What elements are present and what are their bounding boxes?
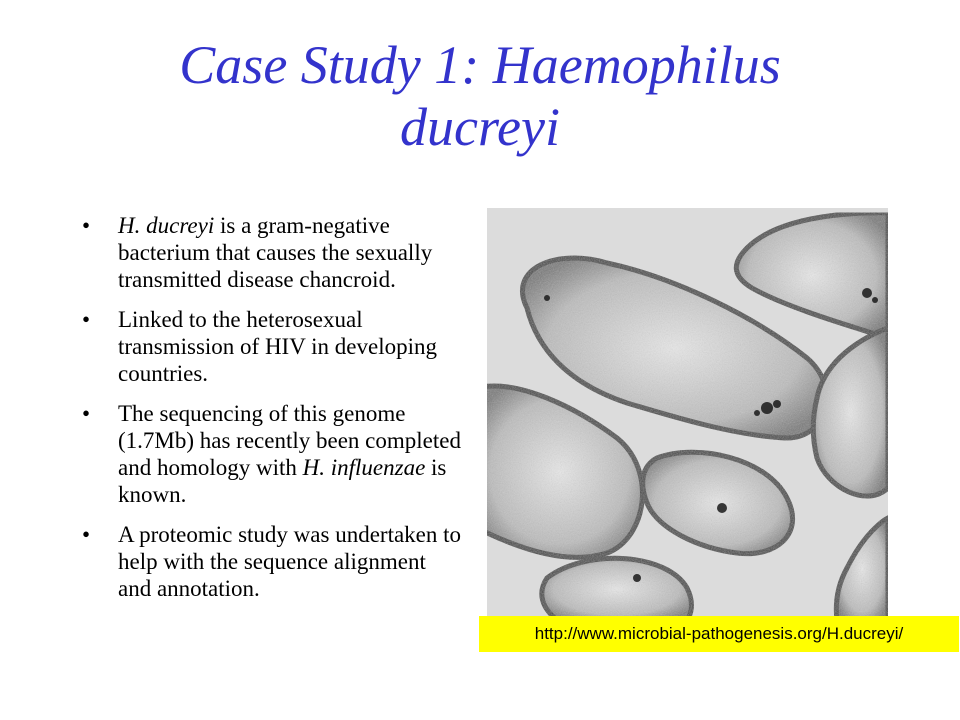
slide-title-line-1: Case Study 1: Haemophilus (179, 35, 781, 95)
bullet-dot-icon: • (82, 401, 91, 426)
bullet-text: A proteomic study was undertaken to help with the sequence alignment and annotation. (118, 522, 462, 601)
bullet-item (82, 306, 462, 387)
bullet-item (82, 400, 462, 508)
bullet-text: Linked to the heterosexual transmission of HIV in developing countries. (118, 307, 437, 386)
species-name: H. ducreyi (118, 213, 215, 238)
bullet-list (82, 212, 462, 615)
bacteria-micrograph-icon (487, 208, 888, 620)
bullet-dot-icon: • (82, 307, 91, 332)
bacteria-micrograph (487, 208, 888, 620)
bullet-item (82, 212, 462, 293)
bullet-dot-icon: • (82, 213, 91, 238)
slide-title (60, 34, 900, 158)
bullet-dot-icon: • (82, 522, 91, 547)
source-url-caption[interactable]: http://www.microbial-pathogenesis.org/H.ducreyi/ (479, 616, 959, 652)
slide-title-line-2: ducreyi (400, 97, 560, 157)
bullet-text: is a gram-negative bacterium that causes the sexually transmitted disease chancroid. (118, 213, 433, 292)
bullet-text: The sequencing of this genome (1.7Mb) has recently been completed and homology with (118, 401, 461, 480)
bullet-item (82, 521, 462, 602)
bullet-text-end: is known. (118, 455, 447, 507)
species-name: H. influenzae (302, 455, 426, 480)
